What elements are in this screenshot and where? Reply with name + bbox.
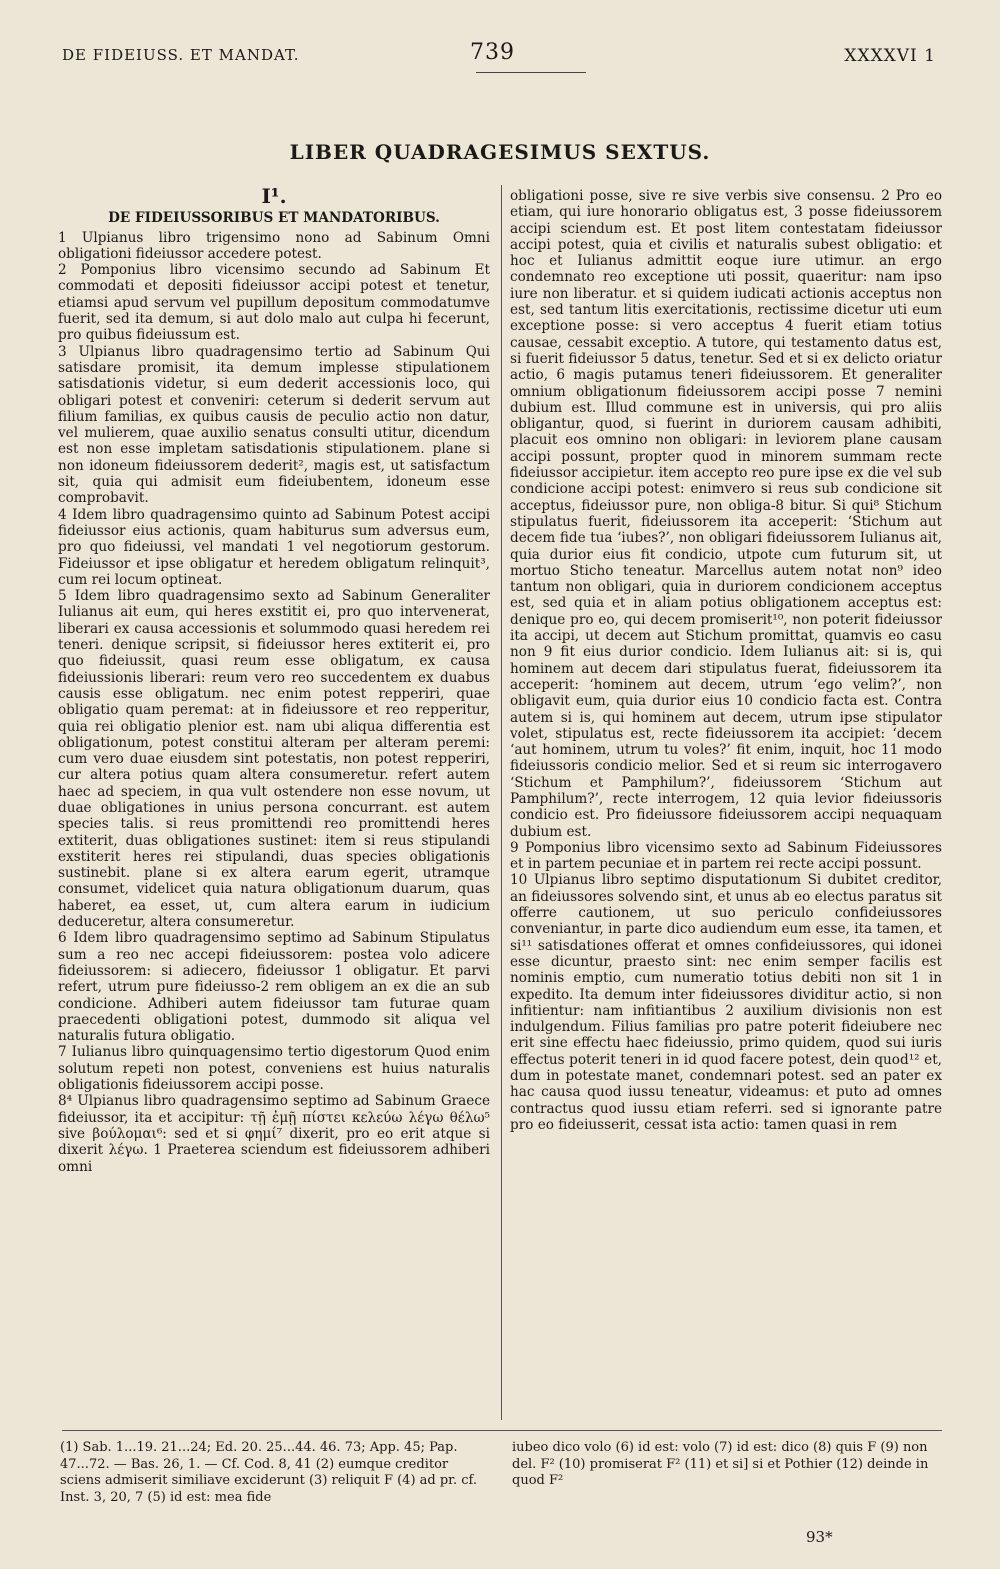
right-column [510, 188, 942, 1133]
fragment: obligationi posse, sive re sive verbis sive consensu. 2 Pro eo etiam, qui iure honorario obligatus est, 3 posse fideiussorem accipi sciendum est. Et post litem contestatam fideiussor accipi potest, quia et civilis et naturalis subest obligatio: et hoc et Iulianus admittit eoque iure utimur. an ergo condemnato reo exceptione uti possit, quaeritur: nam ipso iure non liberatur. et si quidem iudicati actionis acceptus non est, sed tantum litis exercitationis, rectissime dicetur uti eum exceptione posse: si vero acceptus 4 fuerit etiam totius causae, cessabit exceptio. A tutore, qui testamento datus est, si fuerit fideiussor 5 datus, tenetur. Sed et si ex delicto oriatur actio, 6 magis putamus teneri fideiussorem. Et generaliter omnium obligationum fideiussorem accipi posse 7 nemini dubium est. Illud commune est in universis, qui pro aliis obligantur, quod, si fuerint in duriorem causam adhibiti, placuit eos omnino non obligari: in leviorem plane causam accipi possunt, propter quod in minorem summam recte fideiussor accipietur. item accepto reo pure ipse ex die vel sub condicione accipi potest: enimvero si reus sub condicione sit acceptus, fideiussor pure, non obliga-8 bitur. Si qui⁸ Stichum stipulatus fuerit, fideiussorem ita acceperit: ‘Stichum aut decem fide tua ‘iubes?’, non obligari fideiussorem Iulianus ait, quia durior eius fit condicio, utpote cum futurum sit, ut mortuo Sticho teneatur. Marcellus autem notat non⁹ ideo tantum non obligari, quia in duriorem condicionem acceptus est, sed quia et in aliam potius obligationem acceptus est: denique pro eo, qui decem promiserit¹⁰, non poterit fideiussor ita accipi, ut decem aut Stichum promittat, quamvis eo casu non 9 fit eius durior condicio. Idem Iulianus ait: si is, qui hominem aut decem dari stipulatus fuerat, fideiussorem ita acceperit: ‘hominem aut decem, utrum ‘ego velim?’, non obligavit eum, quia durior eius 10 condicio facta est. Contra autem si is, qui hominem aut decem, utrum ipse stipulator volet, stipulatus est, recte fideiussorem ita accipiet: ‘decem ‘aut hominem, utrum tu voles?’ fit enim, inquit, hoc 11 modo fideiussoris condicio melior. Sed et si reum sic interrogavero ‘Stichum et Pamphilum?’, fideiussorem ‘Stichum aut Pamphilum?’, recte interrogem, 12 quia levior fideiussoris condicio est. Pro fideiussore fideiussorem accipi nequaquam dubium est. [510, 188, 942, 840]
running-head-left: DE FIDEIUSS. ET MANDAT. [62, 46, 300, 64]
fragment: 7 Iulianus libro quinquagensimo tertio digestorum Quod enim solutum repeti non potest, conveniens est huius naturalis obligationis fideiussorem accipi posse. [58, 1044, 490, 1094]
footnotes-left [60, 1440, 490, 1506]
title-number: I¹. [261, 184, 287, 208]
fragment: 2 Pomponius libro vicensimo secundo ad Sabinum Et commodati et depositi fideiussor accipi potest et tenetur, etiamsi apud servum vel pupillum depositum commodatumve fuerit, sed ita demum, si aut dolo malo aut culpa hi fecerunt, pro quibus fideiussum est. [58, 262, 490, 344]
footnote-rule [62, 1430, 942, 1431]
column-divider [501, 185, 502, 1420]
footnote-text: iubeo dico volo (6) id est: volo (7) id est: dico (8) quis F (9) non del. F² (10) promiserat F² (11) et si] si et Pothier (12) deinde in quod F² [512, 1440, 929, 1488]
left-column [58, 184, 490, 1175]
fragment: 4 Idem libro quadragensimo quinto ad Sabinum Potest accipi fideiussor eius actionis, quam habiturus sum adversus eum, pro quo fideiussi, vel mandati 1 vel negotiorum gestorum. Fideiussor et ipse obligatur et heredem obligatum relinquit³, cum rei locum optineat. [58, 506, 490, 588]
book-title: LIBER QUADRAGESIMUS SEXTUS. [289, 140, 711, 164]
fragment: 8⁴ Ulpianus libro quadragensimo septimo ad Sabinum Graece fideiussor, ita et accipitur: τῇ ἐμῇ πίστει κελεύω λέγω θέλω⁵ sive βούλομαι⁶: sed et si φημί⁷ dixerit, pro eo erit atque si dixerit λέγω. 1 Praeterea sciendum est fideiussorem adhiberi omni [58, 1093, 490, 1175]
title-name: DE FIDEIUSSORIBUS ET MANDATORIBUS. [108, 210, 440, 227]
fragment: 10 Ulpianus libro septimo disputationum Si dubitet creditor, an fideiussores solvendo sint, et unus ab eo electus paratus sit offerre cautionem, ut suo periculo confideiussores conveniantur, in parte dico audiendum eum esse, ita tamen, et si¹¹ satisdationes offerat et omnes confideiussores, qui idonei esse dicuntur, praesto sint: nec enim semper facilis est nominis emptio, cum numeratio totius debiti non sit 1 in expedito. Ita demum inter fideiussores dividitur actio, si non infitientur: nam infitiantibus 2 auxilium divisionis non est indulgendum. Filius familias pro patre poterit fideiubere nec erit sine effectu haec fideiussio, primo quidem, quod sui iuris effectus poterit teneri in id quod facere potest, dein quod¹² et, dum in potestate manet, condemnari potest. sed an pater ex hac causa quod iussu teneatur, videamus: et puto ad omnes contractus quod iussu etiam referri. sed si ignorante patre pro eo fideiusserit, cessat ista actio: tamen quasi in rem [510, 872, 942, 1133]
fragment: 6 Idem libro quadragensimo septimo ad Sabinum Stipulatus sum a reo nec accepi fideiussorem: postea volo adicere fideiussorem: si adiecero, fideiussor 1 obligatur. Et parvi refert, utrum pure fideiusso-2 rem obligem an ex die an sub condicione. Adhiberi autem fideiussor tam futurae quam praecedenti obligationi potest, dummodo sit aliqua vel naturalis futura obligatio. [58, 930, 490, 1045]
header-rule [476, 72, 586, 73]
fragment: 5 Idem libro quadragensimo sexto ad Sabinum Generaliter Iulianus ait eum, qui heres exstitit ei, pro quo intervenerat, liberari ex causa accessionis et solummodo quasi heredem rei teneri. denique scripsit, si fideiussor heres extiterit ei, pro quo fideiussit, quasi reum esse obligatum, ex causa fideiussionis liberari: reum vero reo succedentem ex duabus causis esse obligatum. nec enim potest repperiri, quae obligatio quam peremat: at in fideiussore et reo repperitur, quia rei obligatio plenior est. nam ubi aliqua differentia est obligationum, potest constitui alteram per alteram peremi: cum vero duae eiusdem sint potestatis, non potest repperiri, cur altera potius quam altera consumeretur. refert autem haec ad speciem, in qua vult ostendere non esse novum, ut duae obligationes in unius persona concurrant. est autem species talis. si reus promittendi reo promittendi heres extiterit, duas obligationes sustinet: item si reus stipulandi exstiterit heres rei stipulandi, duas species obligationis sustinebit. plane si ex altera earum egerit, utramque consumet, videlicet quia natura obligationum duarum, quas haberet, ea esset, ut, cum altera earum in iudicium deduceretur, altera consumeretur. [58, 588, 490, 931]
page-number: 739 [470, 40, 515, 65]
footnotes-right [512, 1440, 942, 1490]
signature-mark: 93* [806, 1528, 833, 1546]
footnote-text: (1) Sab. 1...19. 21...24; Ed. 20. 25...44. 46. 73; App. 45; Pap. 47...72. — Bas. 26, 1. — Cf. Cod. 8, 41 (2) eumque creditor sciens admiserit similiave exciderunt (3) reliquit F (4) ad pr. cf. Inst. 3, 20, 7 (5) id est: mea fide [60, 1440, 477, 1505]
fragment: 1 Ulpianus libro trigensimo nono ad Sabinum Omni obligationi fideiussor accedere potest. [58, 229, 490, 262]
fragment: 3 Ulpianus libro quadragensimo tertio ad Sabinum Qui satisdare promisit, ita demum implesse stipulationem satisdationis videtur, si eum dederit accessionis loco, qui obligari potest et conveniri: ceterum si dederit servum aut filium familias, ex quibus causis de peculio actio non datur, vel mulierem, quae auxilio senatus consulti utitur, dicendum est non esse impletam satisdationis stipulationem. plane si non idoneum fideiussorem dederit², magis est, ut satisfactum sit, quia qui admisit eum fideiubentem, idoneum esse comprobavit. [58, 343, 490, 507]
fragment: 9 Pomponius libro vicensimo sexto ad Sabinum Fideiussores et in partem pecuniae et in partem rei recte accipi possunt. [510, 839, 942, 873]
running-head-right: XXXXVI 1 [844, 46, 936, 66]
